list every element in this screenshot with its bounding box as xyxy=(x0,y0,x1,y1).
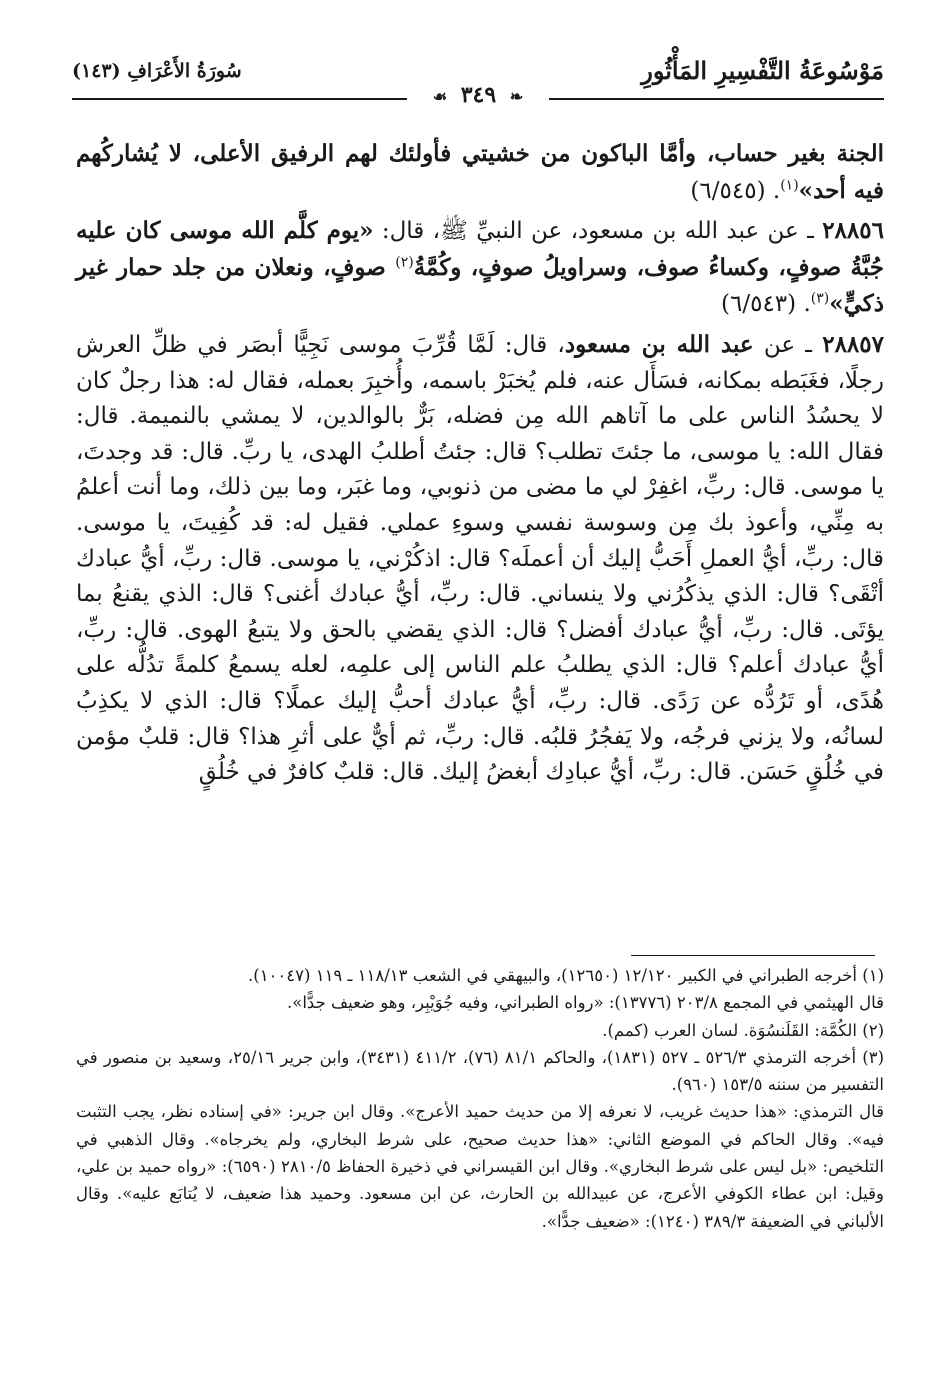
text-segment: «يوم كلَّم الله موسى كان عليه جُبَّةُ صوفٍ، وكساءُ صوف، وسراويلُ صوفٍ، وكُمَّةُ xyxy=(76,217,884,281)
paragraph xyxy=(76,136,884,209)
footnotes xyxy=(76,962,884,1235)
page-header xyxy=(72,52,884,118)
book-title: مَوْسُوعَةُ التَّفْسِيرِ المَأْثُورِ xyxy=(641,56,884,85)
page-number-wrap xyxy=(72,82,884,108)
footnote: (٢) الكُمَّة: القَلَنسُوَة. لسان العرب (كمم). xyxy=(602,1020,884,1040)
text-segment: ٢٨٨٥٧ xyxy=(822,330,884,358)
text-segment: ـ عن xyxy=(753,331,823,358)
paragraph xyxy=(76,213,884,323)
footnote-divider xyxy=(631,955,875,956)
ornament-icon: ❧ xyxy=(509,87,524,106)
ornament-icon: ☙ xyxy=(432,87,448,106)
text-segment: ٢٨٨٥٦ xyxy=(822,217,884,245)
footnote: قال الترمذي: «هذا حديث غريب، لا نعرفه إلا من حديث حميد الأعرج». وقال ابن جرير: «في إسناده نظر، يجب التثبت فيه». وقال الحاكم في الموضع الثاني: «هذا حديث صحيح، على شرط البخاري، ولم يخرجاه». وقال الذهبي في التلخيص: «بل ليس على شرط البخاري». وقال ابن القيسراني في ذخيرة الحفاظ ٢٨١٠/٥ (٦٥٩٠): «رواه حميد بن علي، وقيل: ابن عطاء الكوفي الأعرج، عن عبيدالله بن الحارث، عن ابن مسعود. وحميد هذا ضعيف، لا يُتابَع عليه». وقال الألباني في الضعيفة ٣٨٩/٣ (١٢٤٠): «ضعيف جدًّا». xyxy=(76,1102,884,1231)
footnote: (٣) أخرجه الترمذي ٥٢٦/٣ ـ ٥٢٧ (١٨٣١)، والحاكم ٨١/١ (٧٦)، ٤١١/٢ (٣٤٣١)، وابن جرير ٢٥/١٦، وسعيد بن منصور في التفسير من سننه ١٥٣/٥ (٩٦٠). xyxy=(76,1047,885,1095)
text-segment: الجنة بغير حساب، وأمَّا الباكون من خشيتي فأولئك لهم الرفيق الأعلى، لا يُشاركُهم فيه أحد» xyxy=(76,140,884,204)
footnote: (١) أخرجه الطبراني في الكبير ١٢/١٢٠ (١٢٦٥٠)، والبيهقي في الشعب ١١٨/١٣ ـ ١١٩ (١٠٠٤٧). xyxy=(248,966,884,985)
text-segment: ـ عن عبد الله بن مسعود، عن النبيِّ ﷺ، قال: xyxy=(373,218,823,245)
text-segment: ، قال: لَمَّا قُرِّبَ موسى نَجِيًّا أبصَر في ظلِّ العرش رجلًا، فغَبَطه بمكانه، فسَأَل عنه، فلم يُخبَرْ باسمه، وأُخبِرَ بعمله، فقال له: هذا رجلٌ كان لا يحسُدُ الناس على ما آتاهم الله مِن فضله، بَرٌّ بالوالدين، لا يمشي بالنميمة. قال: فقال الله: يا موسى، ما جئتَ تطلب؟ قال: جئتُ أطلبُ الهدى، يا ربِّ. قال: قد وجدتَ، يا موسى. قال: ربِّ، اغفِرْ لي ما مضى من ذنوبي، وما غبَر، وما بين ذلك، وما أنت أعلمُ به مِنِّي، وأعوذ بك مِن وسوسة نفسي وسوءِ عملي. فقيل له: قد كُفِيتَ، يا موسى. قال: ربِّ، أيُّ العملِ أَحَبُّ إليك أن أعملَه؟ قال: اذكُرْني، يا موسى. قال: ربِّ، أيُّ عبادك أتْقَى؟ قال: الذي يذكُرُني ولا ينساني. قال: ربِّ، أيُّ عبادك أغنى؟ قال: الذي يقنعُ بما يؤتَى. قال: ربِّ، أيُّ عبادك أفضل؟ قال: الذي يقضي بالحق ولا يتبعُ الهوى. قال: ربِّ، أيُّ عبادك أعلم؟ قال: الذي يطلبُ علم الناس إلى علمِه، لعله يسمعُ كلمةً تدُلُّه على هُدًى، أو تَرُدُّه عن رَدًى. قال: ربِّ، أيُّ عبادك أحبُّ إليك عملًا؟ قال: الذي لا يكذِبُ لسانُه، ولا يزني فرجُه، ولا يَفجُرُ قلبُه. قال: ربِّ، ثم أيٌّ على أثرِ هذا؟ قال: قلبٌ مؤمن في خُلُقٍ حَسَن. قال: ربِّ، أيُّ عبادِك أبغضُ إليك. قال: قلبٌ كافرٌ في خُلُقٍ xyxy=(76,331,884,786)
main-text xyxy=(76,136,884,795)
text-segment: . (٦/٥٤٣) xyxy=(721,291,811,318)
footnote: قال الهيثمي في المجمع ٢٠٣/٨ (١٣٧٧٦): «رواه الطبراني، وفيه جُوَيْبِر، وهو ضعيف جدًّا». xyxy=(286,993,884,1013)
footnote-marker: (٢) xyxy=(395,254,414,271)
text-segment: . (٦/٥٤٥) xyxy=(690,177,781,204)
text-segment: عبد الله بن مسعود xyxy=(564,330,754,358)
footnote-marker: (٣) xyxy=(810,290,830,307)
paragraph xyxy=(76,327,884,791)
text-segment: صوفٍ، ونعلان من جلد حمار غير ذكيٍّ» xyxy=(76,253,884,318)
page-number: ٣٤٩ xyxy=(460,82,497,108)
footnote-marker: (١) xyxy=(780,176,799,193)
surah-label: سُورَةُ الأَعْرَافِ (١٤٣) xyxy=(72,60,242,82)
